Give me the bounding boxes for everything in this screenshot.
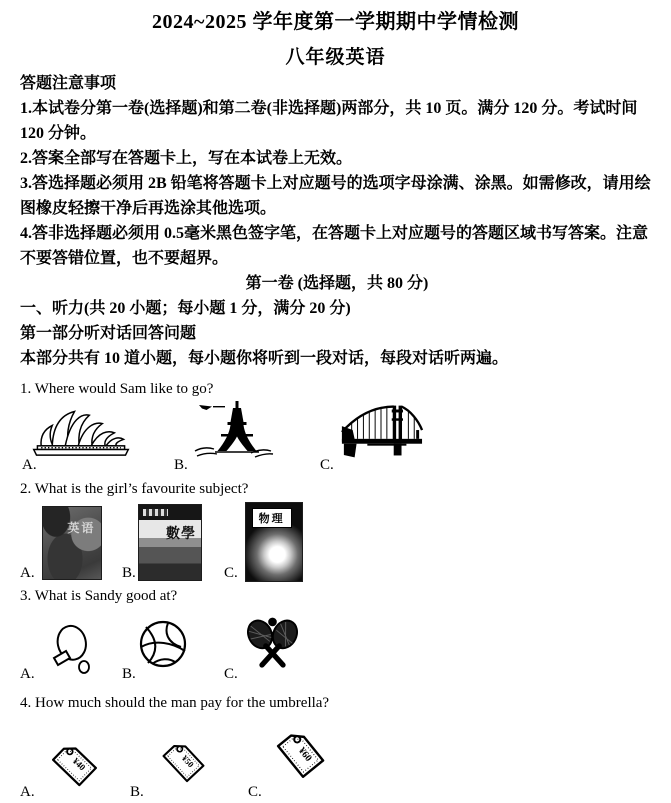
q2-option-label-c: C. bbox=[224, 565, 238, 581]
page-subtitle: 八年级英语 bbox=[285, 47, 386, 68]
q1-option-label-b: B. bbox=[174, 457, 188, 473]
q4-price-a: ¥40 bbox=[70, 755, 88, 773]
q2-option-label-b: B. bbox=[122, 565, 136, 581]
part1-heading: 第一部分听对话回答问题 bbox=[20, 325, 197, 342]
note-item-2: 2.答案全部写在答题卡上，写在本试卷上无效。 bbox=[20, 150, 353, 167]
math-textbook-header-art bbox=[143, 509, 168, 516]
question-3-text: 3. What is Sandy good at? bbox=[20, 588, 178, 604]
price-tag-60-image bbox=[262, 714, 338, 792]
suspension-bridge-image bbox=[338, 402, 424, 462]
price-tag-50-image bbox=[150, 723, 216, 797]
question-1-text: 1. Where would Sam like to go? bbox=[20, 381, 214, 397]
q3-option-label-a: A. bbox=[20, 666, 35, 682]
note-item-3: 3.答选择题必须用 2B 铅笔将答题卡上对应题号的选项字母涂满、涂黑。如需修改，请用绘图橡皮轻擦干净后再选涂其他选项。 bbox=[20, 175, 651, 217]
part1-description: 本部分共有 10 道小题，每小题你将听到一段对话，每段对话听两遍。 bbox=[20, 350, 509, 367]
math-textbook-title: 數學 bbox=[166, 527, 197, 542]
q2-option-label-a: A. bbox=[20, 565, 35, 581]
q4-option-label-c: C. bbox=[248, 784, 262, 800]
q3-option-label-b: B. bbox=[122, 666, 136, 682]
instructions-block bbox=[20, 71, 654, 371]
sydney-opera-house-image bbox=[30, 404, 132, 458]
price-tag-40-image bbox=[39, 727, 109, 799]
physics-textbook-title: 物理 bbox=[252, 508, 292, 528]
math-textbook-image bbox=[138, 504, 202, 581]
physics-textbook-image bbox=[245, 502, 303, 582]
note-item-4: 4.答非选择题必须用 0.5毫米黑色签字笔，在答题卡上对应题号的答题区域书写答案。注意不要答错位置，也不要超界。 bbox=[20, 225, 649, 267]
question-4-text: 4. How much should the man pay for the umbrella? bbox=[20, 695, 330, 711]
q4-option-label-b: B. bbox=[130, 784, 144, 800]
notes-heading: 答题注意事项 bbox=[20, 75, 117, 92]
basketball-image bbox=[137, 620, 190, 670]
q4-price-b: ¥50 bbox=[179, 753, 196, 770]
section1-title: 第一卷 (选择题，共 80 分) bbox=[245, 275, 429, 292]
english-textbook-title: 英语 bbox=[67, 520, 96, 535]
tennis-rackets-image bbox=[239, 615, 306, 671]
question-2-text: 2. What is the girl’s favourite subject? bbox=[20, 481, 249, 497]
q1-option-label-c: C. bbox=[320, 457, 334, 473]
note-item-1: 1.本试卷分第一卷(选择题)和第二卷(非选择题)两部分，共 10 页。满分 120 分。考试时间 120 分钟。 bbox=[20, 100, 638, 142]
q4-option-label-a: A. bbox=[20, 784, 35, 800]
eiffel-tower-image bbox=[193, 399, 281, 461]
q3-option-label-c: C. bbox=[224, 666, 238, 682]
english-textbook-image bbox=[42, 506, 102, 580]
table-tennis-paddle-image bbox=[47, 622, 94, 675]
q4-price-c: ¥60 bbox=[295, 745, 314, 764]
page-title: 2024~2025 学年度第一学期期中学情检测 bbox=[152, 11, 519, 33]
listening-heading: 一、听力(共 20 小题；每小题 1 分，满分 20 分) bbox=[20, 300, 351, 317]
q1-option-label-a: A. bbox=[22, 457, 37, 473]
